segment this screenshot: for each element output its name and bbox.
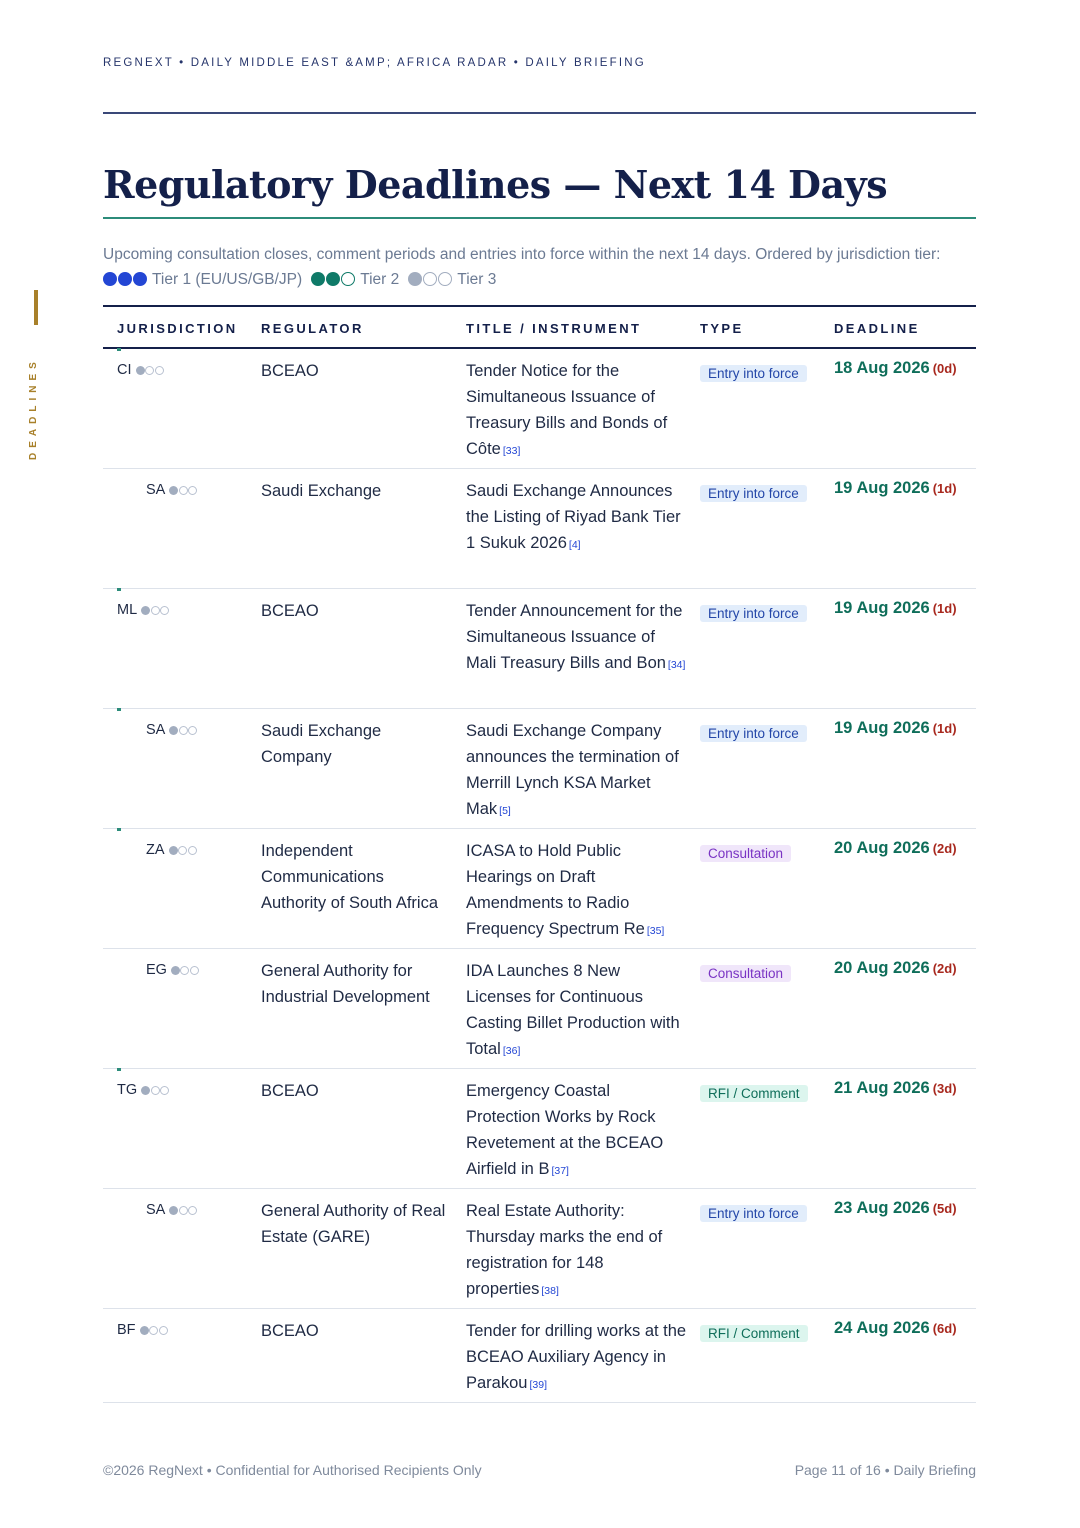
type-label: Entry into force (700, 1205, 807, 1222)
tier-dot-empty-icon (179, 486, 188, 495)
type-badge (700, 841, 818, 867)
jurisdiction-code: TG (117, 1082, 138, 1098)
jurisdiction-cell (146, 1202, 198, 1218)
deadline-date: 19 Aug 2026 (834, 719, 930, 737)
reference-link[interactable]: [5] (499, 805, 511, 817)
deadline-date: 24 Aug 2026 (834, 1319, 930, 1337)
running-header: REGNEXT • DAILY MIDDLE EAST &AMP; AFRICA RADAR • DAILY BRIEFING (103, 57, 646, 69)
instrument-title: Tender for drilling works at the BCEAO Auxiliary Agency in Parakou (466, 1322, 687, 1392)
type-badge (700, 961, 818, 987)
title-divider (103, 217, 976, 219)
jurisdiction-cell (117, 602, 170, 618)
deadline-cell (834, 719, 957, 738)
jurisdiction-code: SA (146, 482, 166, 498)
tier-dot-empty-icon (188, 486, 197, 495)
side-accent-bar (34, 290, 38, 325)
title-cell (466, 478, 688, 558)
tier-dot-empty-icon (178, 846, 187, 855)
deadline-date: 23 Aug 2026 (834, 1199, 930, 1217)
type-label: Entry into force (700, 365, 807, 382)
header-divider (103, 112, 976, 114)
deadline-date: 19 Aug 2026 (834, 599, 930, 617)
deadline-cell (834, 1319, 957, 1338)
days-remaining: (1d) (932, 721, 957, 736)
tier-dot-empty-icon (179, 726, 188, 735)
instrument-title: Saudi Exchange Announces the Listing of Riyad Bank Tier 1 Sukuk 2026 (466, 482, 681, 552)
tier-dot-empty-icon (159, 1326, 168, 1335)
table-row (103, 1069, 976, 1189)
tier-dot-icon (311, 272, 325, 286)
jurisdiction-cell (146, 722, 198, 738)
legend-tier1 (103, 267, 302, 292)
regulator-cell: Saudi Exchange Company (261, 722, 382, 766)
jurisdiction-code: CI (117, 362, 132, 378)
subtitle-text: Upcoming consultation closes, comment periods and entries into force within the next 14 days. Ordered by jurisdiction tier: (103, 246, 941, 263)
legend-tier1-label: Tier 1 (EU/US/GB/JP) (152, 271, 303, 288)
type-label: Consultation (700, 845, 791, 862)
tier-dot-empty-icon (155, 366, 164, 375)
page-title: Regulatory Deadlines — Next 14 Days (103, 162, 888, 207)
title-cell (466, 598, 688, 678)
column-header-deadline: DEADLINE (834, 321, 920, 336)
reference-link[interactable]: [34] (667, 659, 686, 671)
row-marker (117, 348, 121, 351)
days-remaining: (6d) (932, 1321, 957, 1336)
tier-dot-empty-icon (151, 606, 160, 615)
type-label: Entry into force (700, 605, 807, 622)
row-marker (117, 588, 121, 591)
reference-link[interactable]: [4] (568, 539, 581, 551)
column-header-type: TYPE (700, 321, 744, 336)
deadline-date: 18 Aug 2026 (834, 359, 930, 377)
jurisdiction-cell (146, 842, 197, 858)
legend-tier3 (408, 267, 496, 292)
tier-dot-empty-icon (151, 1086, 160, 1095)
legend-tier3-label: Tier 3 (457, 271, 497, 288)
regulator-cell: General Authority of Real Estate (GARE) (261, 1202, 446, 1246)
reference-link[interactable]: [37] (551, 1165, 569, 1177)
title-cell (466, 1318, 688, 1398)
regulator-cell: BCEAO (261, 602, 319, 620)
table-row (103, 1189, 976, 1309)
jurisdiction-code: SA (146, 722, 166, 738)
type-label: Entry into force (700, 485, 807, 502)
jurisdiction-code: ML (117, 602, 138, 618)
jurisdiction-code: ZA (146, 842, 165, 858)
tier-dot-icon (171, 966, 180, 975)
reference-link[interactable]: [38] (541, 1285, 559, 1297)
title-cell (466, 1078, 688, 1184)
row-marker (117, 708, 121, 711)
instrument-title: ICASA to Hold Public Hearings on Draft Amendments to Radio Frequency Spectrum Re (466, 842, 645, 938)
deadline-date: 21 Aug 2026 (834, 1079, 930, 1097)
type-badge (700, 1201, 818, 1227)
regulator-cell: Saudi Exchange (261, 482, 382, 500)
deadline-cell (834, 599, 957, 618)
tier-dot-empty-icon (190, 966, 199, 975)
table-row (103, 469, 976, 589)
type-badge (700, 481, 818, 507)
tier-dot-icon (169, 486, 178, 495)
type-label: RFI / Comment (700, 1085, 808, 1102)
deadline-cell (834, 1079, 957, 1098)
type-badge (700, 601, 818, 627)
regulator-cell: BCEAO (261, 362, 319, 380)
type-badge (700, 1321, 818, 1347)
tier-dot-icon (408, 272, 422, 286)
table-row (103, 1309, 976, 1403)
tier-dot-icon (141, 1086, 150, 1095)
tier-dot-empty-icon (145, 366, 154, 375)
deadline-cell (834, 359, 957, 378)
reference-link[interactable]: [33] (502, 445, 521, 457)
title-cell (466, 718, 688, 824)
table-row (103, 949, 976, 1069)
tier-dot-empty-icon (160, 1086, 169, 1095)
deadline-date: 20 Aug 2026 (834, 839, 930, 857)
tier-legend (103, 267, 978, 292)
legend-tier2 (311, 267, 399, 292)
table-body (103, 349, 976, 1403)
days-remaining: (1d) (932, 481, 957, 496)
regulator-cell: General Authority for Industrial Development (261, 962, 430, 1006)
deadline-cell (834, 959, 957, 978)
table-row (103, 709, 976, 829)
title-cell (466, 1198, 688, 1304)
instrument-title: Tender Notice for the Simultaneous Issuance of Treasury Bills and Bonds of Côte (466, 362, 668, 458)
tier-dot-icon (169, 846, 178, 855)
section-side-label: DEADLINES (28, 357, 39, 460)
title-cell (466, 838, 688, 944)
row-marker (117, 1068, 121, 1071)
days-remaining: (5d) (932, 1201, 957, 1216)
deadlines-table (103, 305, 976, 1403)
instrument-title: Saudi Exchange Company announces the termination of Merrill Lynch KSA Market Mak (466, 722, 679, 818)
tier-dot-empty-icon (180, 966, 189, 975)
table-row (103, 829, 976, 949)
tier-dot-icon (169, 726, 178, 735)
tier-dot-icon (133, 272, 147, 286)
instrument-title: IDA Launches 8 New Licenses for Continuous Casting Billet Production with Total (466, 962, 680, 1058)
tier-dot-icon (169, 1206, 178, 1215)
title-cell (466, 958, 688, 1064)
type-label: RFI / Comment (700, 1325, 808, 1342)
jurisdiction-code: SA (146, 1202, 166, 1218)
footer-copyright: ©2026 RegNext • Confidential for Authorised Recipients Only (103, 1462, 482, 1478)
tier-dot-empty-icon (423, 272, 437, 286)
table-header (103, 305, 976, 349)
tier-dot-icon (326, 272, 340, 286)
tier-dot-icon (141, 606, 150, 615)
type-badge (700, 721, 818, 747)
jurisdiction-cell (146, 482, 198, 498)
regulator-cell: Independent Communications Authority of South Africa (261, 842, 439, 912)
table-row (103, 349, 976, 469)
days-remaining: (2d) (932, 961, 957, 976)
tier-dot-icon (136, 366, 145, 375)
instrument-title: Tender Announcement for the Simultaneous Issuance of Mali Treasury Bills and Bon (466, 602, 683, 672)
column-header-title: TITLE / INSTRUMENT (466, 321, 642, 336)
tier-dot-empty-icon (179, 1206, 188, 1215)
tier-dot-empty-icon (188, 726, 197, 735)
deadline-cell (834, 479, 957, 498)
tier-dot-icon (118, 272, 132, 286)
reference-link[interactable]: [35] (646, 925, 665, 937)
regulator-cell: BCEAO (261, 1322, 319, 1340)
instrument-title: Emergency Coastal Protection Works by Rock Revetement at the BCEAO Airfield in B (466, 1082, 664, 1178)
footer-page-info: Page 11 of 16 • Daily Briefing (794, 1462, 976, 1478)
column-header-regulator: REGULATOR (261, 321, 364, 336)
type-label: Consultation (700, 965, 791, 982)
tier-dot-empty-icon (438, 272, 452, 286)
instrument-title: Real Estate Authority: Thursday marks the end of registration for 148 properties (466, 1202, 663, 1298)
tier-dot-empty-icon (188, 1206, 197, 1215)
type-badge (700, 361, 818, 387)
tier-dot-icon (140, 1326, 149, 1335)
regulator-cell: BCEAO (261, 1082, 319, 1100)
type-label: Entry into force (700, 725, 807, 742)
days-remaining: (2d) (932, 841, 957, 856)
tier-dot-empty-icon (160, 606, 169, 615)
tier-dot-empty-icon (341, 272, 355, 286)
page-subtitle (103, 242, 978, 292)
days-remaining: (3d) (932, 1081, 957, 1096)
deadline-date: 19 Aug 2026 (834, 479, 930, 497)
days-remaining: (0d) (932, 361, 957, 376)
jurisdiction-cell (117, 1322, 168, 1338)
jurisdiction-cell (117, 362, 164, 378)
jurisdiction-code: EG (146, 962, 167, 978)
tier-dot-empty-icon (188, 846, 197, 855)
tier-dot-icon (103, 272, 117, 286)
days-remaining: (1d) (932, 601, 957, 616)
reference-link[interactable]: [36] (502, 1045, 521, 1057)
row-marker (117, 828, 121, 831)
tier-dot-empty-icon (149, 1326, 158, 1335)
column-header-jurisdiction: JURISDICTION (117, 321, 238, 336)
deadline-cell (834, 839, 957, 858)
title-cell (466, 358, 688, 464)
table-row (103, 589, 976, 709)
jurisdiction-cell (117, 1082, 170, 1098)
deadline-cell (834, 1199, 957, 1218)
jurisdiction-code: BF (117, 1322, 136, 1338)
jurisdiction-cell (146, 962, 199, 978)
type-badge (700, 1081, 818, 1107)
legend-tier2-label: Tier 2 (360, 271, 400, 288)
reference-link[interactable]: [39] (529, 1379, 547, 1391)
deadline-date: 20 Aug 2026 (834, 959, 930, 977)
